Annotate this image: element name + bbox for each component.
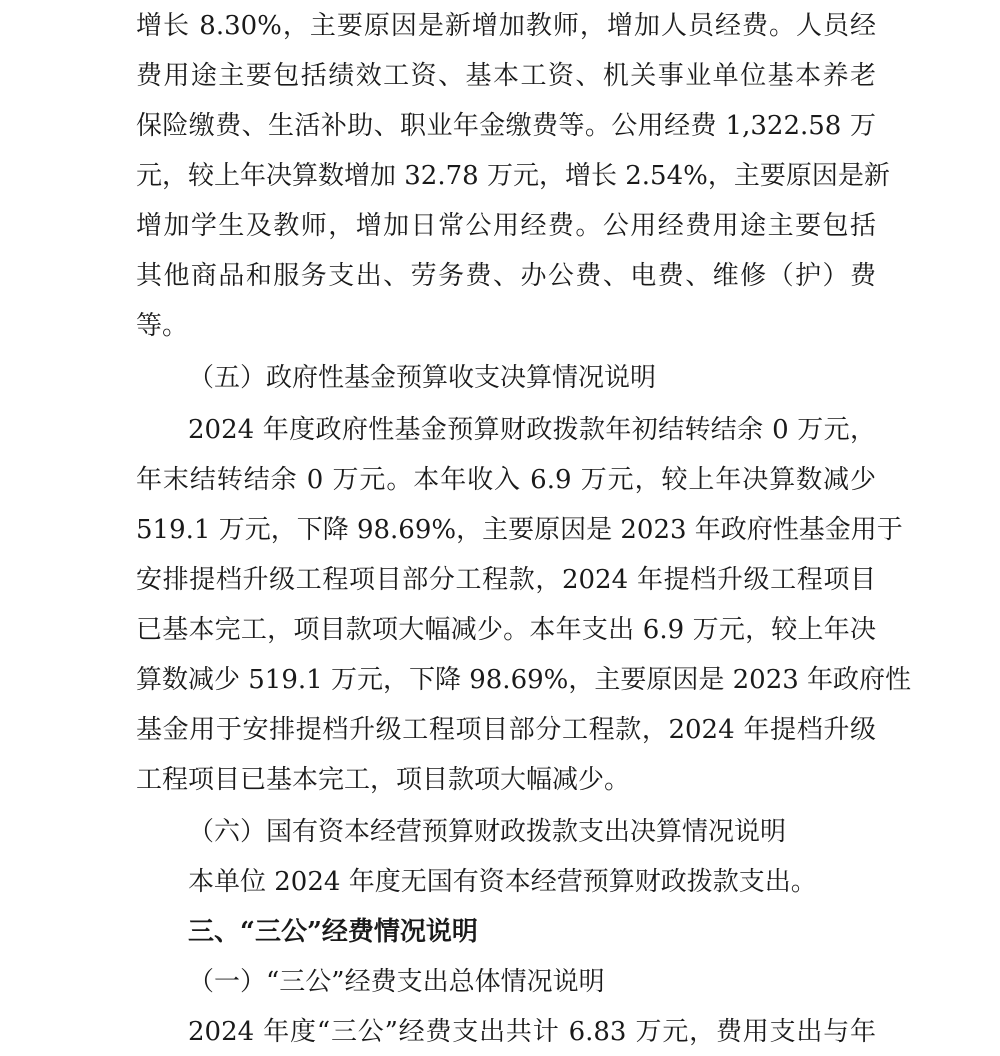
paragraph-line: 增加学生及教师，增加日常公用经费。公用经费用途主要包括 <box>136 211 876 241</box>
paragraph-line: 保险缴费、生活补助、职业年金缴费等。公用经费 1,322.58 万 <box>136 111 876 141</box>
paragraph-line: 2024 年度政府性基金预算财政拨款年初结转结余 0 万元， <box>188 415 876 445</box>
paragraph-line: 算数减少 519.1 万元，下降 98.69%，主要原因是 2023 年政府性 <box>136 665 912 695</box>
paragraph-line: 等。 <box>136 311 189 341</box>
paragraph-line: 基金用于安排提档升级工程项目部分工程款，2024 年提档升级 <box>136 715 876 745</box>
paragraph-line: 年末结转结余 0 万元。本年收入 6.9 万元，较上年决算数减少 <box>136 465 876 495</box>
section-6-text: 本单位 2024 年度无国有资本经营预算财政拨款支出。 <box>188 867 817 897</box>
paragraph-line: 2024 年度“三公”经费支出共计 6.83 万元，费用支出与年 <box>188 1017 876 1047</box>
paragraph-line: 安排提档升级工程项目部分工程款，2024 年提档升级工程项目 <box>136 565 876 595</box>
paragraph-line: 元，较上年决算数增加 32.78 万元，增长 2.54%，主要原因是新 <box>136 161 890 191</box>
paragraph-line: 增长 8.30%，主要原因是新增加教师，增加人员经费。人员经 <box>136 11 876 41</box>
paragraph-line: 其他商品和服务支出、劳务费、办公费、电费、维修（护）费 <box>136 261 876 291</box>
section-3-1-heading: （一）“三公”经费支出总体情况说明 <box>188 967 605 997</box>
section-5-heading: （五）政府性基金预算收支决算情况说明 <box>188 363 657 393</box>
section-3-heading: 三、“三公”经费情况说明 <box>188 917 478 947</box>
paragraph-line: 工程项目已基本完工，项目款项大幅减少。 <box>136 765 631 795</box>
section-6-heading: （六）国有资本经营预算财政拨款支出决算情况说明 <box>188 817 787 847</box>
paragraph-line: 已基本完工，项目款项大幅减少。本年支出 6.9 万元，较上年决 <box>136 615 876 645</box>
paragraph-line: 费用途主要包括绩效工资、基本工资、机关事业单位基本养老 <box>136 61 876 91</box>
paragraph-line: 519.1 万元，下降 98.69%，主要原因是 2023 年政府性基金用于 <box>136 515 903 545</box>
